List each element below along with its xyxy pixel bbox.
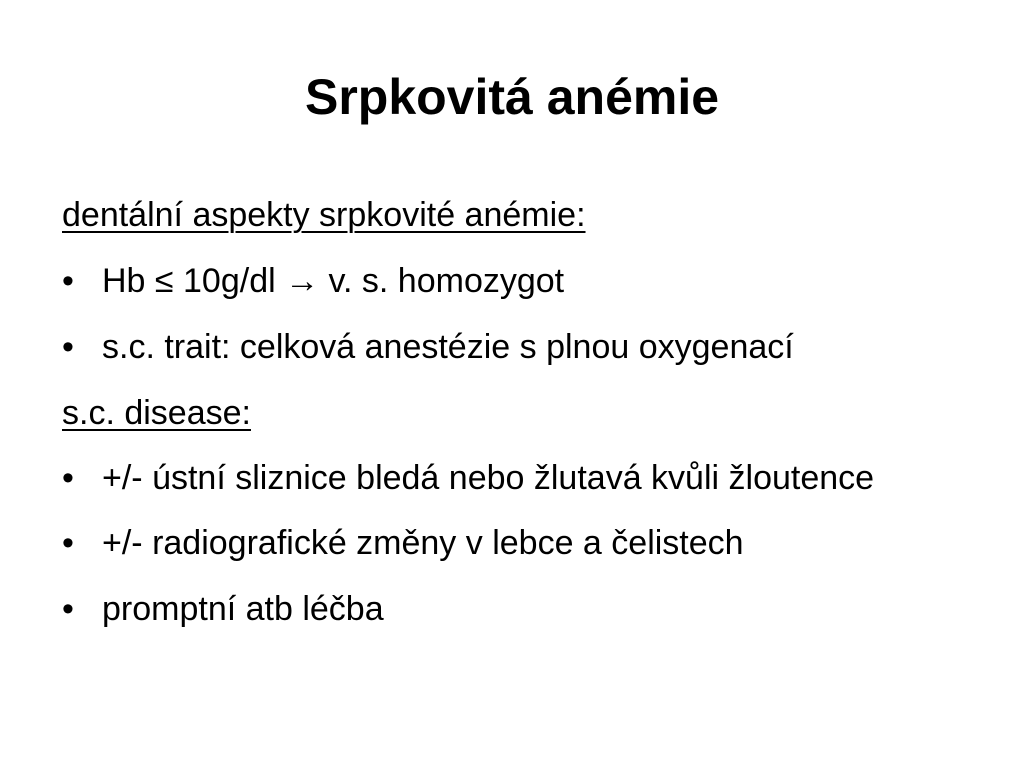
bullet-text: s.c. trait: celková anestézie s plnou oxygenací: [102, 328, 794, 366]
bullet-text: +/- ústní sliznice bledá nebo žlutavá kvůli žloutence: [102, 459, 875, 497]
bullet-item: [62, 452, 962, 504]
bullet-item: [62, 516, 962, 570]
section-heading: [62, 188, 962, 242]
bullet-text: promptní atb léčba: [102, 590, 384, 628]
slide-title: Srpkovitá anémie: [304, 69, 720, 125]
bullet-icon: •: [62, 262, 74, 300]
bullet-icon: •: [62, 459, 74, 497]
slide-content: [62, 188, 962, 648]
bullet-icon: •: [62, 328, 74, 366]
bullet-item: [62, 320, 962, 374]
bullet-icon: •: [62, 524, 74, 562]
section-heading: [62, 386, 962, 440]
bullet-item: [62, 254, 962, 308]
bullet-item: [62, 582, 962, 636]
section-heading-text: dentální aspekty srpkovité anémie:: [62, 196, 586, 234]
section-heading-text: s.c. disease:: [62, 394, 251, 432]
bullet-text: Hb ≤ 10g/dl → v. s. homozygot: [102, 262, 565, 300]
bullet-icon: •: [62, 590, 74, 628]
bullet-text: +/- radiografické změny v lebce a čelistech: [102, 524, 744, 562]
